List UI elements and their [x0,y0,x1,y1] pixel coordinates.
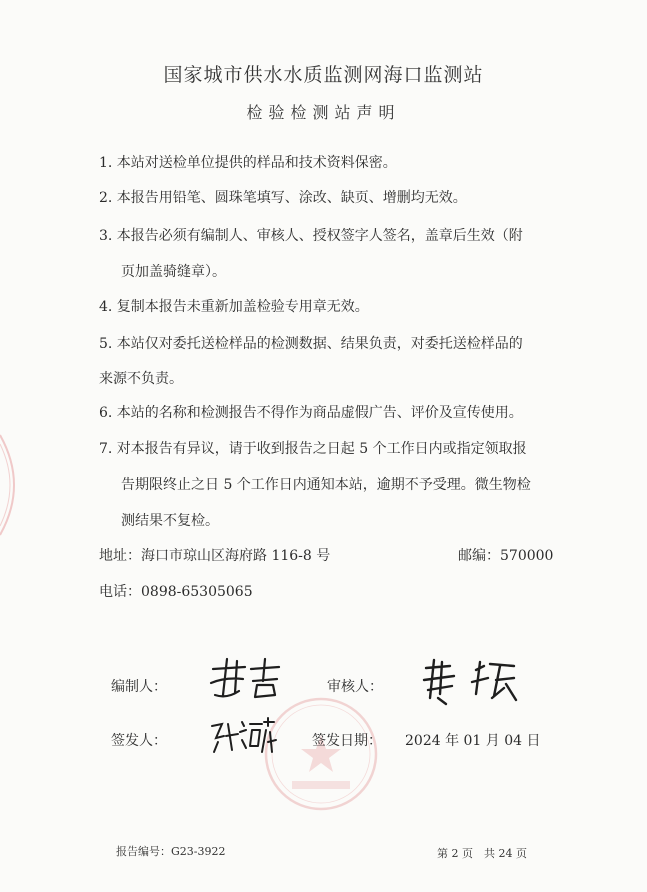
statement-3-cont: 页加盖骑缝章）。 [121,264,226,280]
reviewer-signature-icon [420,658,520,706]
statement-5-cont: 来源不负责。 [99,371,183,387]
document-title: 国家城市供水水质监测网海口监测站 [163,64,484,86]
postcode: 邮编：570000 [458,548,554,564]
statement-4: 4. 复制本报告未重新加盖检验专用章无效。 [99,299,369,315]
reviewer-label: 审核人： [327,679,383,695]
statement-1: 1. 本站对送检单位提供的样品和技术资料保密。 [99,155,397,171]
statement-2: 2. 本报告用铅笔、圆珠笔填写、涂改、缺页、增删均无效。 [99,190,467,206]
issue-date: 2024 年 01 月 04 日 [405,733,541,749]
issuer-label: 签发人： [111,733,167,749]
statement-7-cont-1: 告期限终止之日 5 个工作日内通知本站，逾期不予受理。微生物检 [121,477,531,493]
page-indicator: 第 2 页 共 24 页 [437,847,527,860]
edge-stamp-icon [0,430,30,540]
statement-3: 3. 本报告必须有编制人、审核人、授权签字人签名，盖章后生效（附 [99,228,523,244]
compiler-signature-icon [205,655,285,703]
report-number: 报告编号：G23-3922 [116,845,226,858]
issue-date-label: 签发日期： [312,733,382,749]
phone: 电话：0898-65305065 [99,584,253,600]
statement-6: 6. 本站的名称和检测报告不得作为商品虚假广告、评价及宣传使用。 [99,405,523,421]
compiler-label: 编制人： [111,679,167,695]
statement-5: 5. 本站仅对委托送检样品的检测数据、结果负责，对委托送检样品的 [99,336,523,352]
statement-7: 7. 对本报告有异议，请于收到报告之日起 5 个工作日内或指定领取报 [99,441,527,457]
address: 地址：海口市琼山区海府路 116-8 号 [99,548,331,564]
document-subtitle: 检验检测站声明 [246,103,401,122]
official-seal-icon [262,695,380,813]
statement-7-cont-2: 测结果不复检。 [121,513,219,529]
issuer-signature-icon [208,716,278,758]
